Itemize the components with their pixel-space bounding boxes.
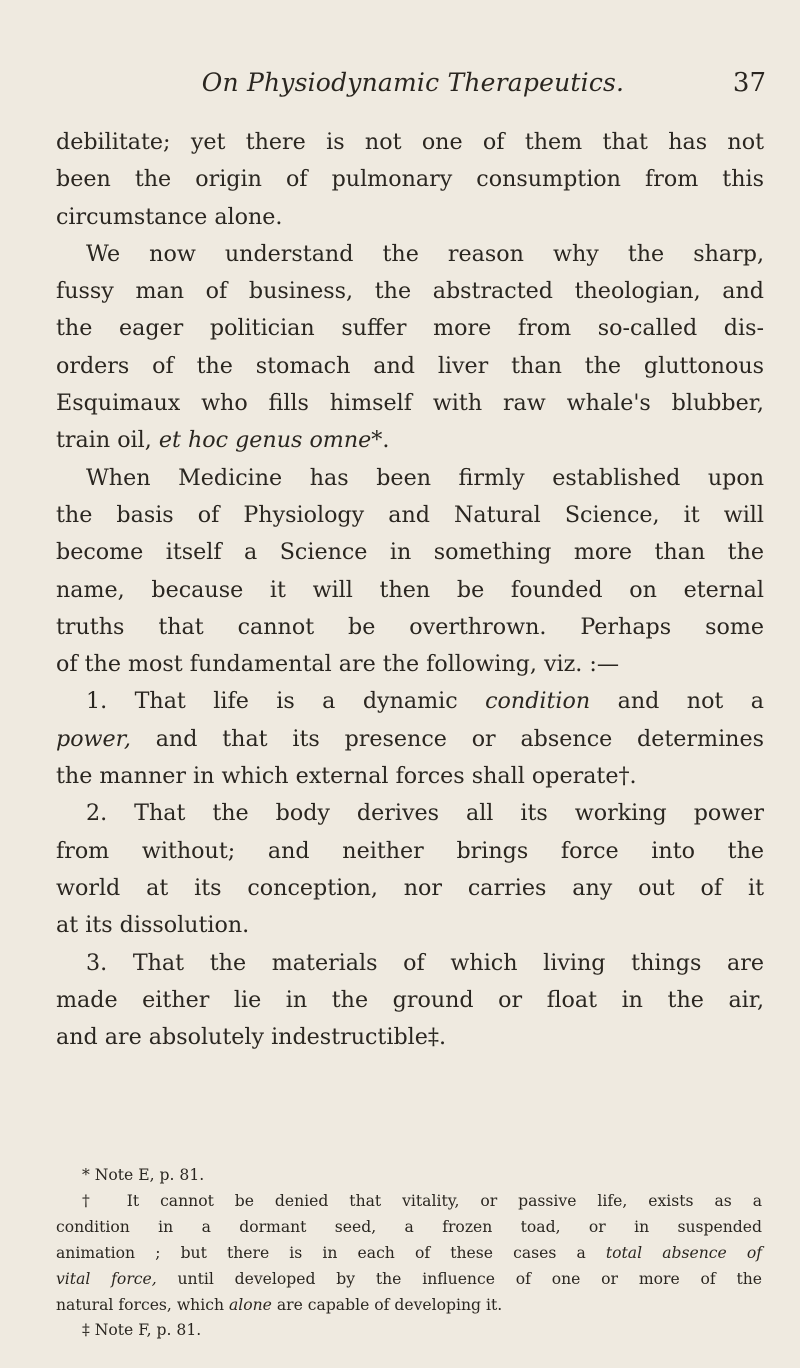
body-line-text: the basis of Physiology and Natural Science, it will	[56, 501, 764, 528]
body-line	[56, 721, 764, 758]
body-line	[56, 945, 764, 982]
body-line-text: and that its presence or absence determines	[130, 725, 764, 752]
body-line	[56, 385, 764, 422]
body-line	[56, 683, 764, 720]
body-line-text: debilitate; yet there is not one of them that has not	[56, 129, 764, 155]
footnote-line-text: animation ; but there is in each of these cases a	[56, 1243, 606, 1262]
body-line	[56, 833, 764, 870]
body-line	[56, 124, 764, 161]
body-line-text: 3. That the materials of which living things are	[86, 949, 764, 976]
body-line	[56, 907, 764, 944]
body-line-text: 1. That life is a dynamic	[86, 688, 486, 715]
body-line-text: .	[382, 427, 390, 454]
body-line	[56, 422, 764, 459]
footnote-line-text: are capable of developing it.	[271, 1295, 503, 1314]
body-line	[56, 460, 764, 497]
footnote-line-text: condition in a dormant seed, a frozen toad, or in suspended	[56, 1217, 762, 1236]
body-line-italic: power,	[56, 725, 131, 752]
body-line	[56, 609, 764, 646]
body-line-text: of the most fundamental are the following, viz. :—	[56, 651, 620, 678]
body-line-text: When Medicine has been firmly established upon	[86, 464, 764, 491]
body-line	[56, 497, 764, 534]
body-line	[56, 982, 764, 1019]
body-line-italic: condition	[485, 688, 591, 715]
footnote-line-italic: total absence of	[605, 1243, 762, 1262]
body-line-text: circumstance alone.	[56, 203, 283, 230]
page-number: 37	[732, 68, 766, 98]
body-line-text: train oil,	[56, 427, 159, 454]
footnote-line-italic: vital force,	[56, 1269, 157, 1288]
body-line	[56, 161, 764, 198]
body-line-text: name, because it will then be founded on eternal	[56, 576, 764, 603]
body-line-text: at its dissolution.	[56, 912, 250, 939]
body-line-text: from without; and neither brings force into the	[56, 837, 764, 864]
footnote-line	[56, 1215, 762, 1241]
footnote-line	[56, 1241, 762, 1267]
body-line	[56, 646, 764, 683]
body-line	[56, 795, 764, 832]
running-header	[60, 68, 766, 108]
body-line-text: and not a	[590, 688, 765, 715]
body-line-text: truths that cannot be overthrown. Perhaps some	[56, 613, 764, 640]
footnotes	[56, 1163, 762, 1344]
body-line	[56, 534, 764, 571]
footnote-line-text: † It cannot be denied that vitality, or passive life, exists as a	[82, 1191, 762, 1210]
body-line	[56, 1019, 764, 1056]
footnote-line-text: * Note E, p. 81.	[82, 1166, 205, 1184]
footnote-line	[56, 1189, 762, 1215]
body-line	[56, 199, 764, 236]
body-line	[56, 348, 764, 385]
body-line-text: become itself a Science in something more than the	[56, 539, 764, 566]
body-line	[56, 572, 764, 609]
body-line-text: the eager politician suffer more from so-called dis-	[56, 315, 764, 342]
body-line	[56, 273, 764, 310]
body-line-italic: et hoc genus omne*	[158, 427, 383, 454]
footnote-line	[56, 1293, 762, 1319]
body-line	[56, 758, 764, 795]
footnote-line-text: until developed by the influence of one or more of the	[156, 1269, 762, 1288]
body-line-text: fussy man of business, the abstracted theologian, and	[56, 278, 764, 305]
body-line-text: world at its conception, nor carries any out of it	[56, 874, 764, 901]
footnote-line-italic: alone	[228, 1295, 272, 1314]
body-line-text: Esquimaux who fills himself with raw whale's blubber,	[56, 390, 764, 417]
body-line	[56, 310, 764, 347]
footnote-line	[56, 1163, 762, 1189]
body-line-text: and are absolutely indestructible‡.	[56, 1024, 447, 1051]
footnote-line	[56, 1318, 762, 1344]
body-line-text: been the origin of pulmonary consumption from this	[56, 166, 764, 193]
footnote-line-text: natural forces, which	[56, 1295, 229, 1314]
body-text	[56, 124, 764, 1056]
footnote-line-text: ‡ Note F, p. 81.	[82, 1321, 202, 1340]
body-line-text: We now understand the reason why the sharp,	[86, 240, 764, 267]
body-line-text: made either lie in the ground or float in the air,	[56, 986, 764, 1013]
body-line	[56, 870, 764, 907]
body-line-text: the manner in which external forces shall operate†.	[56, 763, 637, 790]
body-line	[56, 236, 764, 273]
body-line-text: orders of the stomach and liver than the gluttonous	[56, 352, 764, 379]
body-line-text: 2. That the body derives all its working power	[86, 800, 764, 827]
running-title: On Physiodynamic Therapeutics.	[201, 68, 625, 97]
footnote-line	[56, 1267, 762, 1293]
